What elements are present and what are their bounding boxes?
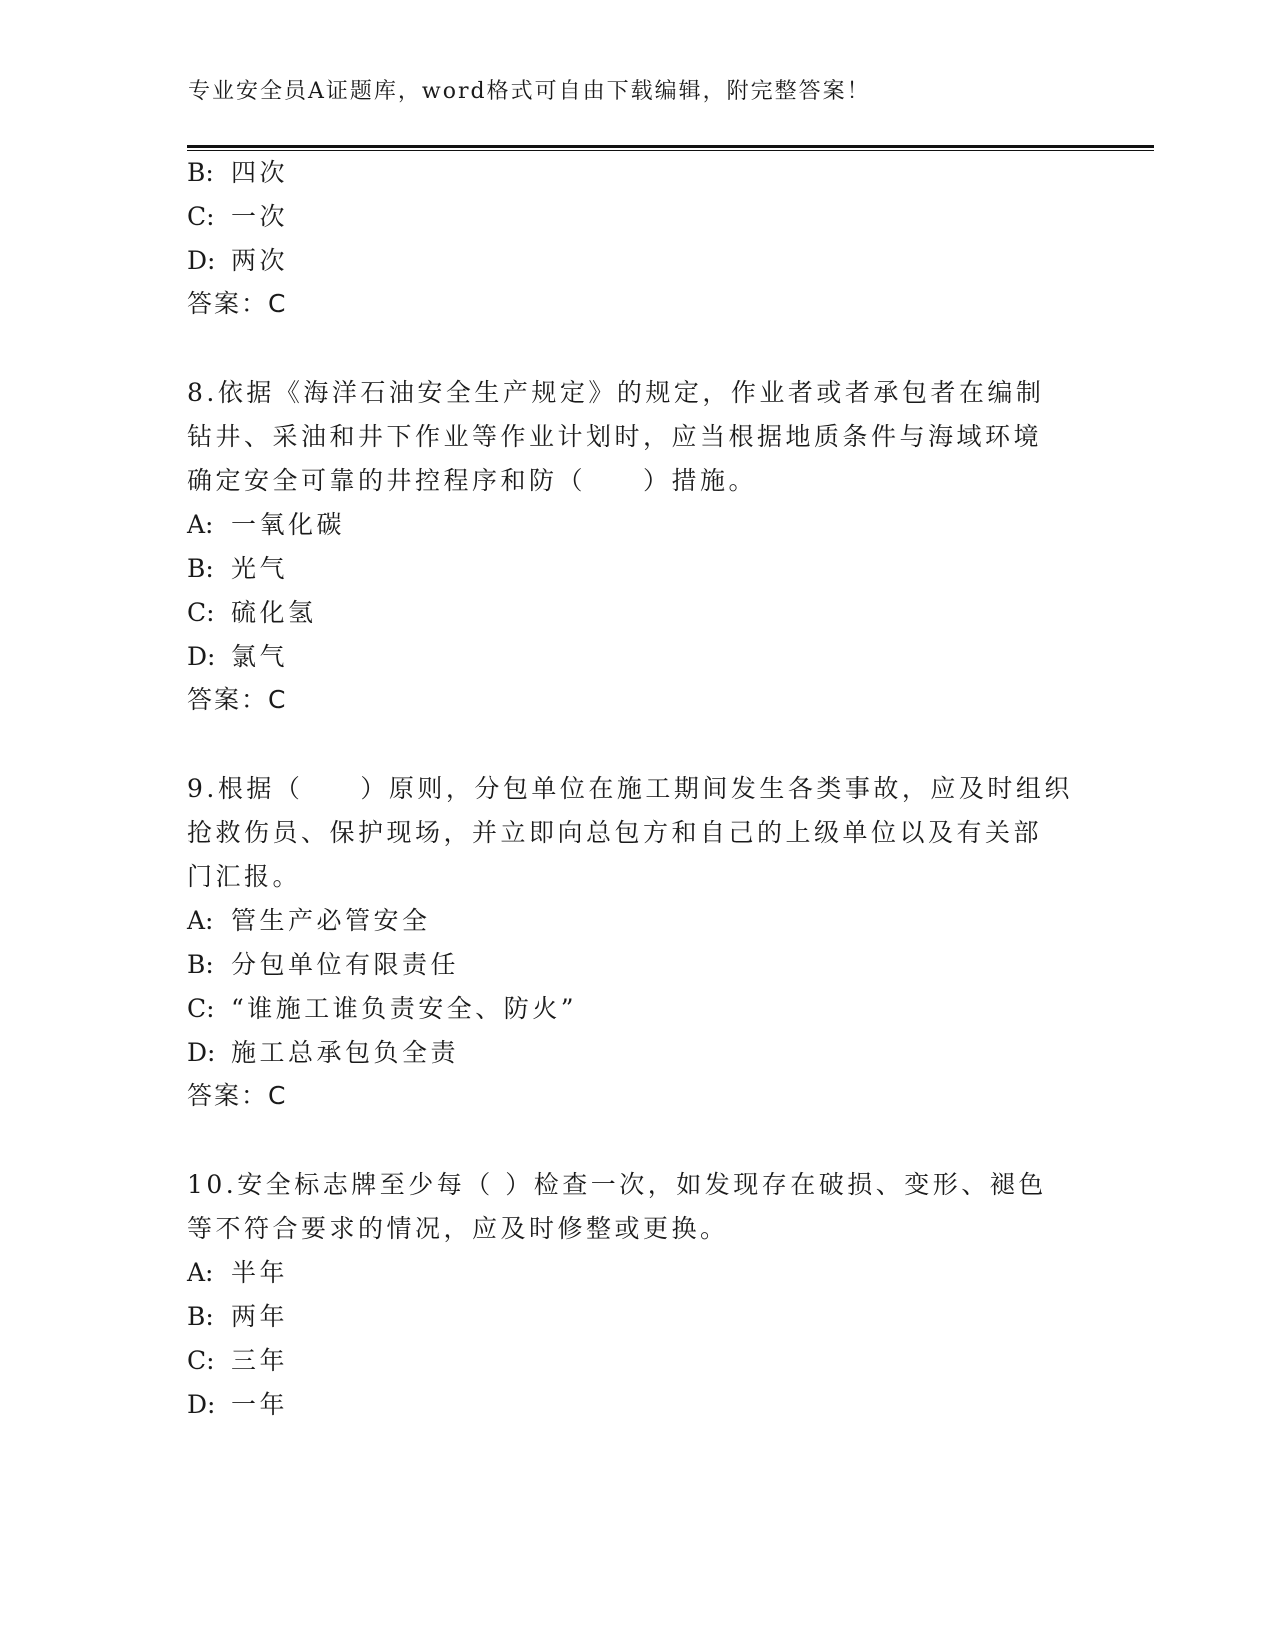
q8-stem-line-3: 确定安全可靠的井控程序和防（ ）措施。 — [187, 466, 758, 495]
q10-option-b — [187, 1301, 288, 1333]
q7-option-b — [187, 157, 288, 189]
q10-stem-line-2: 等不符合要求的情况，应及时修整或更换。 — [187, 1214, 729, 1243]
q10-option-c-text: 三年 — [231, 1346, 289, 1375]
q8-option-a-text: 一氧化碳 — [231, 510, 346, 539]
q9-stem-line-3: 门汇报。 — [187, 862, 302, 891]
header-rule-thin — [187, 150, 1154, 151]
q8-stem-line-2: 钻井、采油和井下作业等作业计划时，应当根据地质条件与海域环境 — [187, 422, 1043, 451]
q9-option-b-letter: B: — [187, 950, 214, 979]
q7-answer: 答案：C — [187, 289, 288, 318]
q8-option-b-text: 光气 — [231, 554, 289, 583]
q9-option-a-letter: A: — [187, 906, 214, 935]
q7-option-b-text: 四次 — [231, 158, 289, 187]
q8-option-a-letter: A: — [187, 510, 214, 539]
q9-option-c — [187, 993, 577, 1025]
q10-option-c — [187, 1345, 288, 1377]
q8-option-d-letter: D: — [187, 642, 216, 671]
q9-option-c-letter: C: — [187, 994, 215, 1023]
page-header: 专业安全员A证题库，word格式可自由下载编辑，附完整答案！ — [188, 79, 871, 104]
q10-option-d-text: 一年 — [231, 1390, 289, 1419]
q9-option-b-text: 分包单位有限责任 — [231, 950, 460, 979]
q8-option-c-letter: C: — [187, 598, 215, 627]
q10-stem-line-1: 10.安全标志牌至少每（ ）检查一次，如发现存在破损、变形、褪色 — [187, 1170, 1047, 1199]
q7-option-d — [187, 245, 288, 277]
q7-option-d-text: 两次 — [231, 246, 289, 275]
q9-option-b — [187, 949, 459, 981]
q9-option-d-letter: D: — [187, 1038, 216, 1067]
q7-option-c-text: 一次 — [231, 202, 289, 231]
q9-stem-line-2: 抢救伤员、保护现场，并立即向总包方和自己的上级单位以及有关部 — [187, 818, 1043, 847]
q9-option-a — [187, 905, 431, 937]
q8-option-d — [187, 641, 288, 673]
q7-option-c — [187, 201, 288, 233]
q9-stem-line-1: 9.根据（ ）原则，分包单位在施工期间发生各类事故，应及时组织 — [187, 774, 1073, 803]
q8-option-d-text: 氯气 — [231, 642, 289, 671]
header-rule-thick — [187, 145, 1154, 148]
q10-option-a-text: 半年 — [231, 1258, 289, 1287]
q7-option-b-letter: B: — [187, 158, 214, 187]
q9-option-d — [187, 1037, 459, 1069]
q8-option-c-text: 硫化氢 — [231, 598, 317, 627]
q8-option-a — [187, 509, 345, 541]
q10-option-d — [187, 1389, 288, 1421]
q10-option-a — [187, 1257, 288, 1289]
q10-option-d-letter: D: — [187, 1390, 216, 1419]
q9-option-d-text: 施工总承包负全责 — [231, 1038, 460, 1067]
q8-option-b-letter: B: — [187, 554, 214, 583]
q8-stem-line-1: 8.依据《海洋石油安全生产规定》的规定，作业者或者承包者在编制 — [187, 378, 1045, 407]
q8-option-b — [187, 553, 288, 585]
q8-answer: 答案：C — [187, 685, 288, 714]
q10-option-a-letter: A: — [187, 1258, 214, 1287]
q9-option-c-text: “谁施工谁负责安全、防火” — [231, 994, 578, 1023]
q10-option-b-text: 两年 — [231, 1302, 289, 1331]
q10-option-c-letter: C: — [187, 1346, 215, 1375]
q9-option-a-text: 管生产必管安全 — [231, 906, 431, 935]
q8-option-c — [187, 597, 317, 629]
q10-option-b-letter: B: — [187, 1302, 214, 1331]
q9-answer: 答案：C — [187, 1081, 288, 1110]
q7-option-c-letter: C: — [187, 202, 215, 231]
q7-option-d-letter: D: — [187, 246, 216, 275]
